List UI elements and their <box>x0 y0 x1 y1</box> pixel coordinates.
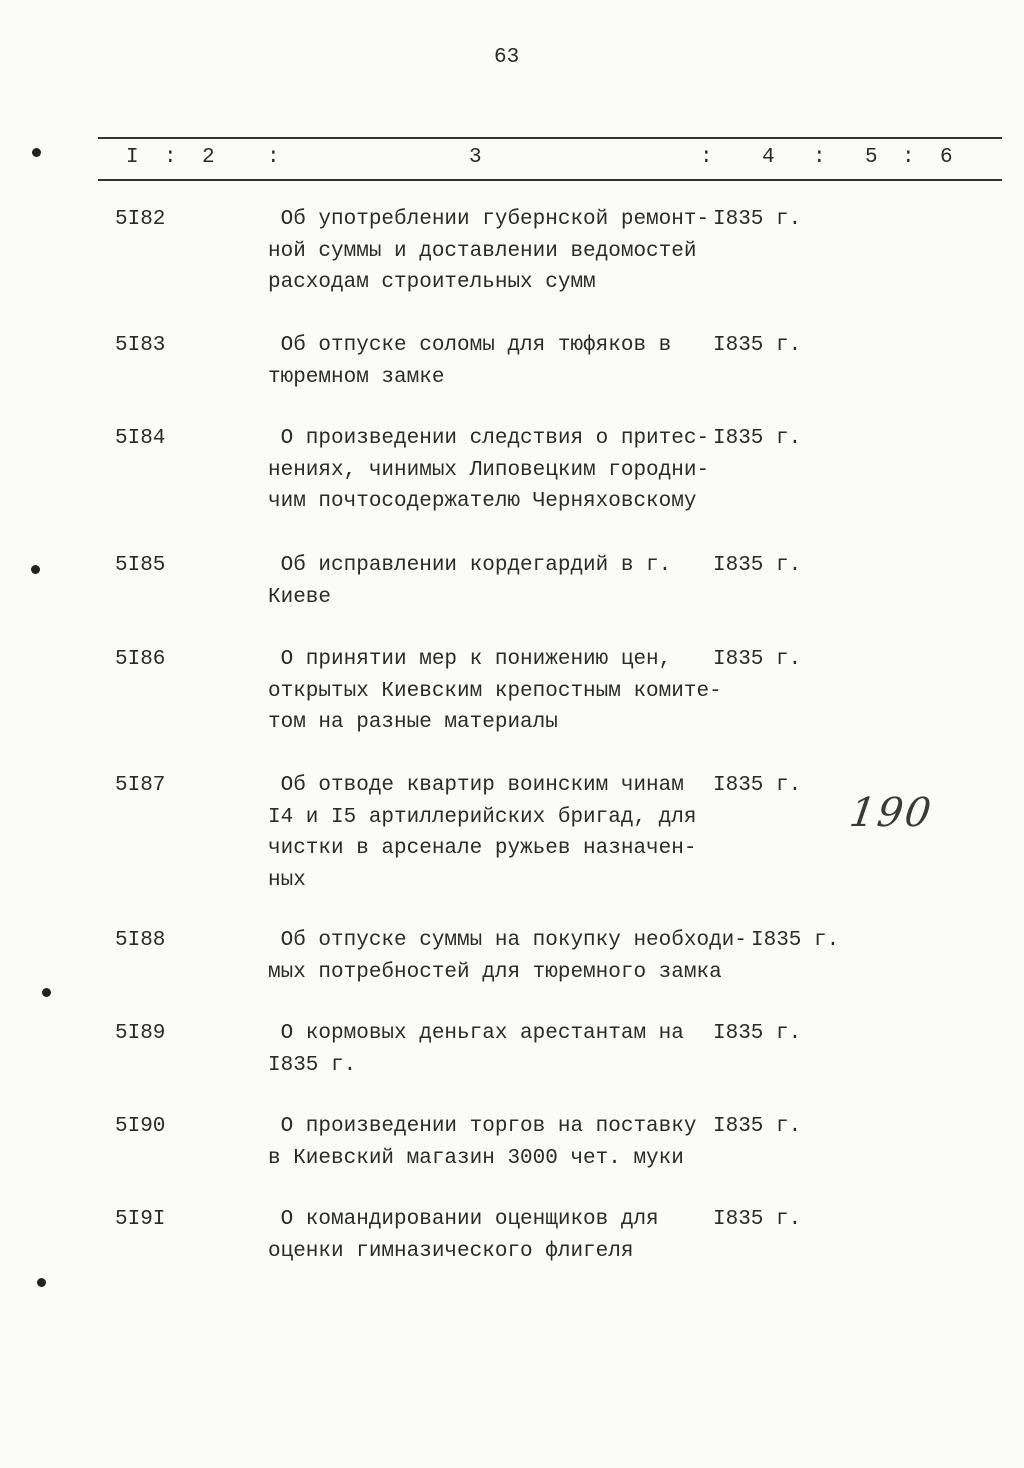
punch-hole-mark <box>37 1278 46 1287</box>
entry-date: I835 г. <box>713 427 802 450</box>
col-2-header: 2 <box>202 146 215 169</box>
punch-hole-mark <box>31 565 40 574</box>
col-sep: : <box>902 146 915 169</box>
entry-title-line: тюремном замке <box>268 365 445 389</box>
entry-date: I835 г. <box>713 1115 802 1138</box>
col-3-header: 3 <box>469 146 482 169</box>
entry-date: I835 г. <box>713 554 802 577</box>
entry-date: I835 г. <box>713 1208 802 1231</box>
col-1-header: I <box>126 146 139 169</box>
entry-date: I835 г. <box>713 774 802 797</box>
entry-title-line: О кормовых деньгах арестантам на <box>268 1022 684 1045</box>
entry-title-line: ной суммы и доставлении ведомостей <box>268 239 697 263</box>
entry-title-line: том на разные материалы <box>268 711 558 734</box>
entry-title-line: чим почтосодержателю Черняховскому <box>268 490 697 513</box>
entry-title-line: О произведении торгов на поставку <box>268 1115 697 1138</box>
entry-title-line: мых потребностей для тюремного замка <box>268 960 722 984</box>
punch-hole-mark <box>42 988 51 997</box>
entry-title-line: оценки гимназического флигеля <box>268 1239 634 1263</box>
entry-number: 5I82 <box>115 208 166 231</box>
entry-number: 5I87 <box>115 774 166 797</box>
header-top-rule <box>98 137 1002 139</box>
entry-title-line: открытых Киевским крепостным комите- <box>268 679 722 703</box>
col-sep: : <box>813 146 826 169</box>
entry-number: 5I83 <box>115 334 166 357</box>
col-sep: : <box>267 146 280 169</box>
entry-number: 5I85 <box>115 554 166 577</box>
handwritten-folio-number: 190 <box>846 790 936 836</box>
entry-title-line: Киеве <box>268 585 332 609</box>
column-header <box>0 146 1024 174</box>
entry-title-line: Об отпуске соломы для тюфяков в <box>268 334 672 357</box>
entry-date: I835 г. <box>713 1022 802 1045</box>
entry-title-line: Об исправлении кордегардий в г. <box>268 554 672 577</box>
page-number: 63 <box>494 46 520 69</box>
entry-title-line: Об отпуске суммы на покупку необходи- <box>268 929 747 952</box>
col-sep: : <box>164 146 177 169</box>
entry-title-line: О принятии мер к понижению цен, <box>268 648 672 671</box>
entry-title-line: ных <box>268 868 306 892</box>
entry-title-line: I835 г. <box>268 1053 357 1077</box>
entry-number: 5I90 <box>115 1115 166 1138</box>
col-5-header: 5 <box>865 146 878 169</box>
entry-title-line: Об употреблении губернской ремонт- <box>268 208 710 231</box>
entry-date: I835 г. <box>751 929 840 952</box>
entry-number: 5I84 <box>115 427 166 450</box>
col-4-header: 4 <box>762 146 775 169</box>
entry-number: 5I86 <box>115 648 166 671</box>
entry-title-line: расходам строительных сумм <box>268 271 596 294</box>
entry-title-line: I4 и I5 артиллерийских бригад, для <box>268 805 697 829</box>
entry-date: I835 г. <box>713 334 802 357</box>
header-bottom-rule <box>98 179 1002 181</box>
punch-hole-mark <box>32 148 41 157</box>
col-sep: : <box>700 146 713 169</box>
entry-title-line: чистки в арсенале ружьев назначен- <box>268 837 697 860</box>
entry-date: I835 г. <box>713 648 802 671</box>
entry-title-line: О произведении следствия о притес- <box>268 427 710 450</box>
entry-number: 5I88 <box>115 929 166 952</box>
entry-title-line: О командировании оценщиков для <box>268 1208 659 1231</box>
entry-number: 5I9I <box>115 1208 166 1231</box>
entry-date: I835 г. <box>713 208 802 231</box>
entry-title-line: Об отводе квартир воинским чинам <box>268 774 684 797</box>
entry-number: 5I89 <box>115 1022 166 1045</box>
entry-title-line: нениях, чинимых Липовецким городни- <box>268 458 710 482</box>
col-6-header: 6 <box>940 146 953 169</box>
entry-title-line: в Киевский магазин 3000 чет. муки <box>268 1146 684 1170</box>
